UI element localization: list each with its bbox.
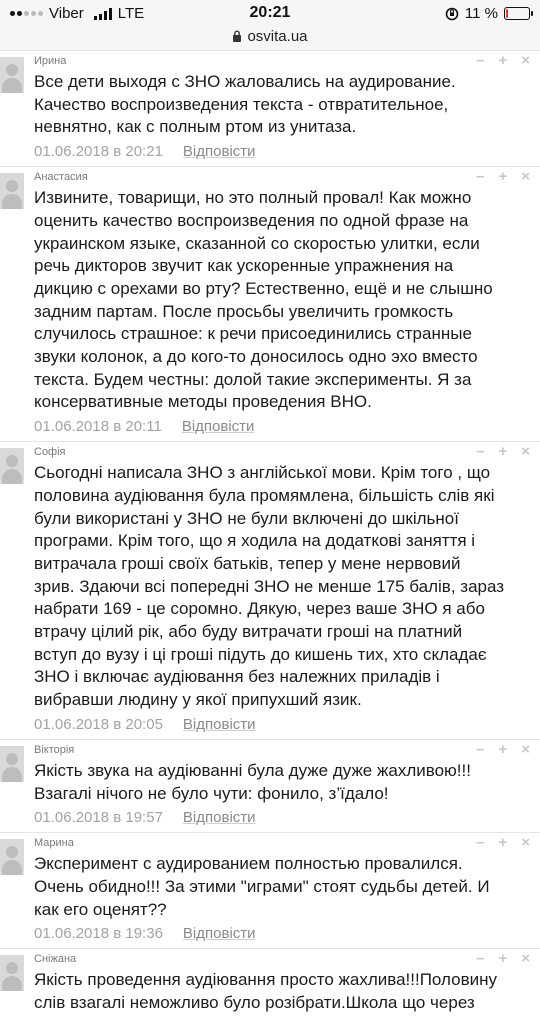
plus-icon[interactable]: + <box>498 950 508 968</box>
status-bar <box>0 0 540 28</box>
comment-actions <box>476 952 530 966</box>
comment-author: Анастасия <box>34 171 88 184</box>
comment-text: Якість звука на аудіюванні була дуже дуже жахливою!!! Взагалі нічого не було чути: фонило, з’їдало! <box>34 760 471 803</box>
comment-text: Якість проведення аудіювання просто жахлива!!!Половину слів взагалі неможливо було розібрати.Школа що через <box>34 970 497 1013</box>
carrier-name: Viber <box>49 5 84 22</box>
avatar <box>0 839 24 875</box>
comment-item <box>0 50 540 166</box>
status-time: 20:21 <box>249 4 291 21</box>
avatar <box>0 173 24 209</box>
comment-item <box>0 832 540 948</box>
minus-icon[interactable]: – <box>476 950 485 968</box>
comment-text: Извините, товарищи, но это полный провал! Как можно оценить качество воспроизведения по одной фразе на украинском языке, сказанной со скоростью улитки, если речь дикторов звучит как ускоренные упражнения на дикцию с орехами во рту? Естественно, ещё и не слышно задним партам. После просьбы увеличить громкость случилось страшное: к речи присоединились странные звуки колонок, а до кого-то доносилось одно эхо вместо текста. Будем честны: долой такие эксперименты. Я за консервативные методы проведения ВНО. <box>34 188 493 412</box>
close-icon[interactable]: × <box>521 950 530 968</box>
comment-actions <box>476 170 530 184</box>
orientation-lock-icon <box>445 7 459 21</box>
reply-link[interactable]: Відповісти <box>181 418 255 436</box>
comment-meta <box>0 805 540 826</box>
reply-link[interactable]: Відповісти <box>182 715 256 733</box>
comment-item <box>0 948 540 1020</box>
comment-date: 01.06.2018 в 19:57 <box>34 809 163 827</box>
comment-author: Вікторія <box>34 743 75 756</box>
url-text: osvita.ua <box>247 28 308 45</box>
address-bar[interactable] <box>0 28 540 50</box>
battery-icon <box>504 7 530 20</box>
comment-date: 01.06.2018 в 20:05 <box>34 715 163 733</box>
comment-author: Марина <box>34 837 74 850</box>
minus-icon[interactable]: – <box>476 740 485 758</box>
comment-meta <box>0 921 540 942</box>
comment-author: Ирина <box>34 55 67 67</box>
status-right <box>445 5 530 22</box>
avatar <box>0 955 24 991</box>
minus-icon[interactable]: – <box>476 443 485 461</box>
plus-icon[interactable]: + <box>498 443 508 461</box>
comment-author: Сніжана <box>34 953 77 966</box>
comment-meta <box>0 712 540 733</box>
plus-icon[interactable]: + <box>498 168 508 186</box>
minus-icon[interactable]: – <box>476 834 485 852</box>
reply-link[interactable]: Відповісти <box>182 925 256 943</box>
comment-actions <box>476 836 530 850</box>
lock-icon <box>232 30 242 42</box>
comment-meta <box>0 139 540 160</box>
battery-level-fill <box>506 9 508 18</box>
comment-actions <box>476 445 530 459</box>
comment-actions <box>476 740 530 758</box>
comment-item <box>0 441 540 739</box>
close-icon[interactable]: × <box>521 443 530 461</box>
reply-link[interactable]: Відповісти <box>182 809 256 827</box>
comment-date: 01.06.2018 в 20:21 <box>34 143 163 161</box>
avatar <box>0 746 24 782</box>
battery-percent: 11 % <box>464 5 498 22</box>
comment-date: 01.06.2018 в 20:11 <box>34 418 162 436</box>
comment-item <box>0 739 540 832</box>
minus-icon[interactable]: – <box>476 168 485 186</box>
comment-actions <box>476 54 530 68</box>
comment-date: 01.06.2018 в 19:36 <box>34 925 163 943</box>
minus-icon[interactable]: – <box>476 52 485 69</box>
close-icon[interactable]: × <box>521 52 530 69</box>
comment-text: Все дети выходя с ЗНО жаловались на аудирование. Качество воспроизведения текста - отвратительное, невнятно, как с полным ртом из унитаза. <box>34 72 456 137</box>
comments-list <box>0 50 540 1021</box>
plus-icon[interactable]: + <box>498 52 508 69</box>
close-icon[interactable]: × <box>521 740 530 758</box>
comment-text: Сьогодні написала ЗНО з англійської мови. Крім того , що половина аудіювання була промямлена, більшість слів які були використані у ЗНО не були включені до шкільної програми. Крім того, що я ходила на додаткові заняття і витрачала гроші своїх батьків, тепер у мене нервовий зрив. Здаючи всі попередні ЗНО не менше 175 балів, зараз набрати 169 - це соромно. Дякую, через ваше ЗНО я або втрачу цілий рік, або буду витрачати гроші на платний вступ до вузу і ці гроші підуть до кишень тих, хто складає ЗНО і включає аудіювання без належних приладів і вибравши людину у якої припухший язик. <box>34 463 505 710</box>
avatar <box>0 57 24 93</box>
comment-text: Эксперимент с аудированием полностью провалился. Очень обидно!!! За этими "играми" стоят судьбы детей. И как его оценят?? <box>34 854 490 919</box>
close-icon[interactable]: × <box>521 168 530 186</box>
comment-meta <box>0 414 540 435</box>
plus-icon[interactable]: + <box>498 834 508 852</box>
avatar <box>0 448 24 484</box>
comment-item <box>0 166 540 441</box>
close-icon[interactable]: × <box>521 834 530 852</box>
comment-author: Софія <box>34 446 66 459</box>
network-type: LTE <box>117 5 145 22</box>
reply-link[interactable]: Відповісти <box>182 143 256 161</box>
plus-icon[interactable]: + <box>498 740 508 758</box>
